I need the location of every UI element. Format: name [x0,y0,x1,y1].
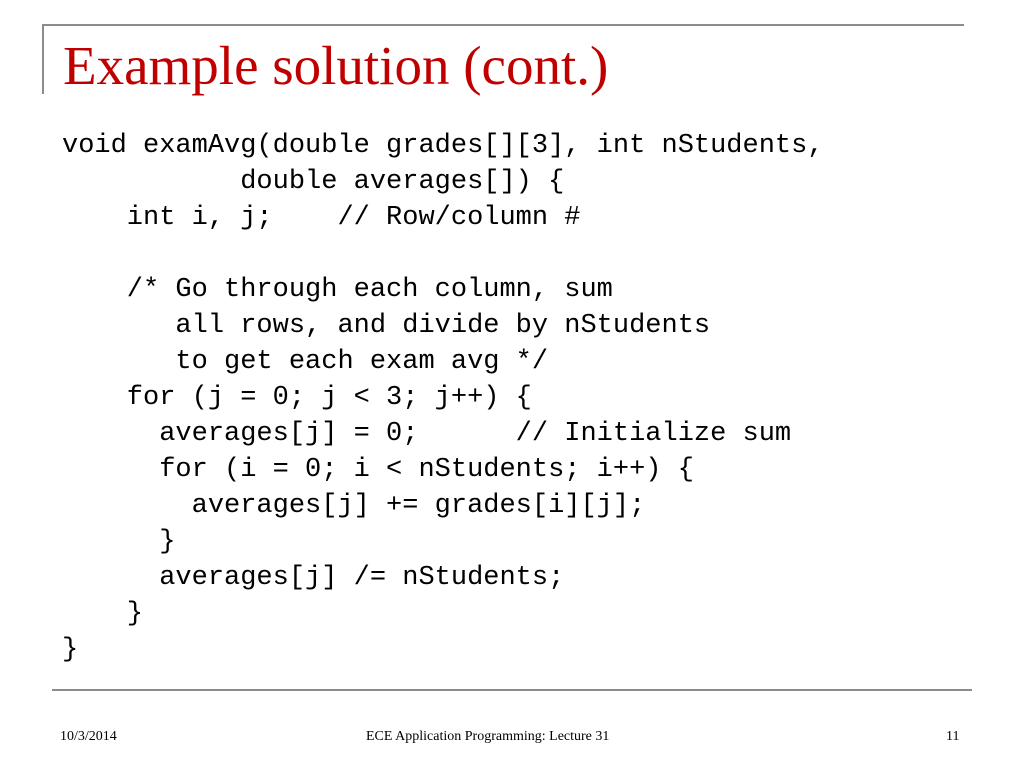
code-line: for (i = 0; i < nStudents; i++) { [62,455,694,485]
code-line: for (j = 0; j < 3; j++) { [62,383,532,413]
code-line: averages[j] = 0; // Initialize sum [62,419,792,449]
code-line: averages[j] += grades[i][j]; [62,491,646,521]
code-line: void examAvg(double grades[][3], int nStudents, [62,131,824,161]
code-line: to get each exam avg */ [62,347,549,377]
slide-frame-left-rule [42,24,44,94]
code-line: averages[j] /= nStudents; [62,563,565,593]
footer-date: 10/3/2014 [60,729,117,744]
code-line: all rows, and divide by nStudents [62,311,711,341]
slide-title: Example solution (cont.) [63,35,609,96]
code-line: } [62,599,144,629]
footer-course-title: ECE Application Programming: Lecture 31 [366,729,610,744]
code-block [62,128,824,668]
footer-page-number: 11 [946,729,960,744]
code-line: /* Go through each column, sum [62,275,613,305]
slide-frame-top-rule [42,24,964,26]
code-line: int i, j; // Row/column # [62,203,581,233]
code-line [62,236,824,272]
code-line: } [62,635,79,665]
code-line: double averages[]) { [62,167,565,197]
code-line: } [62,527,176,557]
footer-rule [52,689,972,691]
